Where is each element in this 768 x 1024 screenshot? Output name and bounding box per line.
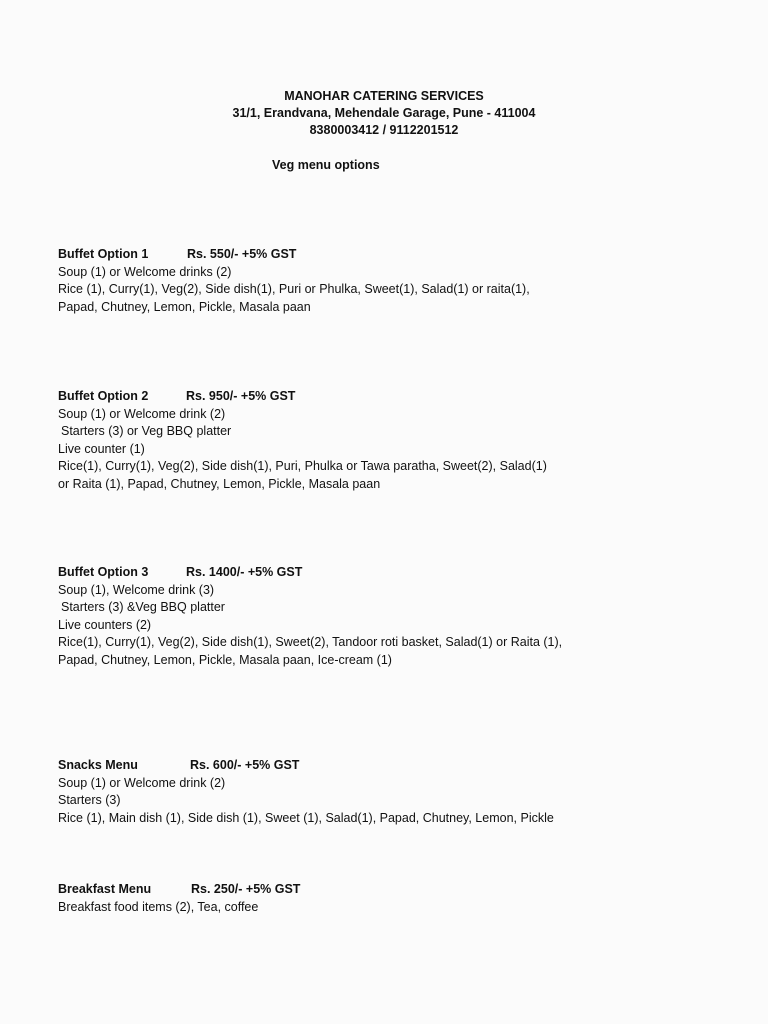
section-price: Rs. 250/- +5% GST	[191, 882, 301, 896]
menu-section-buffet-2	[58, 388, 678, 493]
section-price: Rs. 1400/- +5% GST	[186, 565, 303, 579]
section-header	[58, 757, 678, 775]
section-title: Snacks Menu	[58, 758, 138, 772]
menu-subtitle: Veg menu options	[272, 158, 380, 172]
company-phones: 8380003412 / 9112201512	[309, 123, 459, 137]
menu-section-buffet-1	[58, 246, 678, 316]
section-title: Breakfast Menu	[58, 882, 152, 896]
menu-section-snacks	[58, 757, 678, 827]
section-line: Soup (1) or Welcome drink (2)	[58, 775, 226, 790]
section-line: Soup (1), Welcome drink (3)	[58, 582, 215, 597]
section-line: Rice (1), Main dish (1), Side dish (1), Sweet (1), Salad(1), Papad, Chutney, Lemon, Pickle	[58, 810, 554, 825]
section-title: Buffet Option 2	[58, 389, 149, 403]
section-line: Papad, Chutney, Lemon, Pickle, Masala paan	[58, 299, 311, 314]
section-title: Buffet Option 3	[58, 565, 149, 579]
section-price: Rs. 600/- +5% GST	[190, 758, 300, 772]
section-line: Starters (3) &Veg BBQ platter	[61, 600, 225, 614]
letterhead	[0, 88, 768, 139]
section-header	[58, 388, 678, 406]
section-header	[58, 564, 678, 582]
section-title: Buffet Option 1	[58, 247, 149, 261]
section-line: Breakfast food items (2), Tea, coffee	[58, 899, 259, 914]
section-line: Papad, Chutney, Lemon, Pickle, Masala paan, Ice-cream (1)	[58, 652, 392, 667]
section-price: Rs. 950/- +5% GST	[186, 389, 296, 403]
section-line: or Raita (1), Papad, Chutney, Lemon, Pickle, Masala paan	[58, 476, 381, 491]
section-header	[58, 881, 678, 899]
company-name: MANOHAR CATERING SERVICES	[284, 89, 484, 103]
section-line: Live counter (1)	[58, 441, 145, 456]
section-line: Rice(1), Curry(1), Veg(2), Side dish(1), Sweet(2), Tandoor roti basket, Salad(1) or Raita (1),	[58, 635, 563, 649]
company-address: 31/1, Erandvana, Mehendale Garage, Pune - 411004	[232, 106, 536, 120]
menu-section-breakfast	[58, 881, 678, 916]
menu-section-buffet-3	[58, 564, 678, 669]
section-line: Rice (1), Curry(1), Veg(2), Side dish(1), Puri or Phulka, Sweet(1), Salad(1) or raita(1),	[58, 282, 530, 296]
section-line: Starters (3) or Veg BBQ platter	[61, 424, 232, 438]
section-header	[58, 246, 678, 264]
section-line: Rice(1), Curry(1), Veg(2), Side dish(1), Puri, Phulka or Tawa paratha, Sweet(2), Salad(1)	[58, 459, 547, 473]
section-line: Starters (3)	[58, 793, 121, 807]
section-line: Live counters (2)	[58, 617, 152, 632]
section-line: Soup (1) or Welcome drinks (2)	[58, 264, 232, 279]
section-line: Soup (1) or Welcome drink (2)	[58, 406, 226, 421]
section-price: Rs. 550/- +5% GST	[187, 247, 297, 261]
